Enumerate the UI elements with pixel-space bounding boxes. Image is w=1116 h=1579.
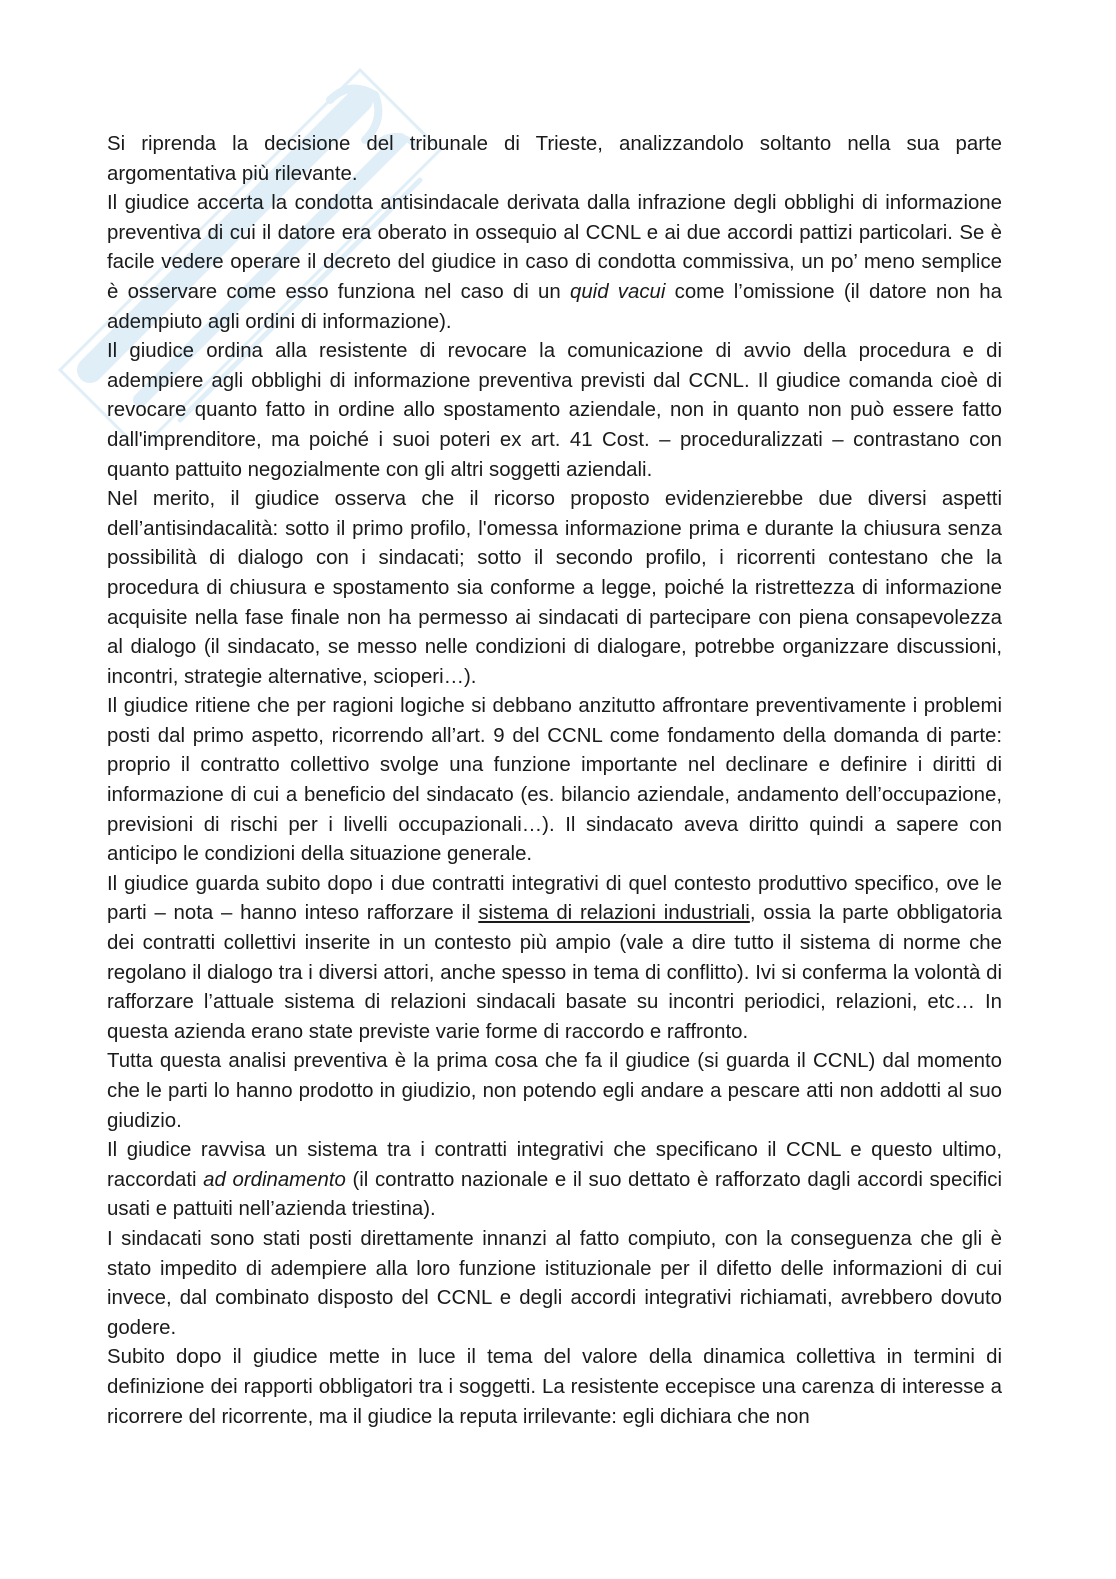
paragraph bbox=[107, 189, 1002, 337]
paragraph bbox=[107, 1343, 1002, 1432]
paragraph-text: Il giudice ravvisa un sistema tra i contratti integrativi che specificano il CCNL e questo ultimo, raccordati bbox=[107, 1139, 1002, 1191]
paragraph-text: Tutta questa analisi preventiva è la prima cosa che fa il giudice (si guarda il CCNL) dal momento che le parti lo hanno prodotto in giudizio, non potendo egli andare a pescare atti non addotti al suo giudizio. bbox=[107, 1050, 1002, 1132]
italic-term: quid vacui bbox=[569, 280, 666, 303]
paragraph bbox=[107, 870, 1002, 1048]
paragraph-text: Il giudice guarda subito dopo i due contratti integrativi di quel contesto produttivo specifico, ove le parti – nota – hanno inteso rafforzare il bbox=[107, 872, 1002, 925]
paragraph bbox=[107, 1225, 1002, 1343]
paragraph-text: Il giudice accerta la condotta antisindacale derivata dalla infrazione degli obblighi di informazione preventiva di cui il datore era oberato in ossequio al CCNL e ai due accordi pattizi particolari. Se è facile vedere operare il decreto del giudice in caso di condotta commissiva, un po’ meno semplice è osservare come esso funziona nel caso di un bbox=[107, 192, 1002, 303]
document-body bbox=[107, 130, 1002, 1432]
paragraph-text: Subito dopo il giudice mette in luce il tema del valore della dinamica collettiva in termini di definizione dei rapporti obbligatori tra i soggetti. La resistente eccepisce una carenza di interesse a ricorrere del ricorrente, ma il giudice la reputa irrilevante: egli dichiara che non bbox=[107, 1346, 1002, 1428]
paragraph bbox=[107, 1047, 1002, 1136]
paragraph-text: I sindacati sono stati posti direttamente innanzi al fatto compiuto, con la conseguenza che gli è stato impedito di adempiere alla loro funzione istituzionale per il difetto delle informazioni di cui invece, dal combinato disposto del CCNL e degli accordi integrativi richiamati, avrebbero dovuto godere. bbox=[107, 1227, 1002, 1339]
paragraph-text: Il giudice ordina alla resistente di revocare la comunicazione di avvio della procedura e di adempiere agli obblighi di informazione preventiva previsti dal CCNL. Il giudice comanda cioè di revocare quanto fatto in ordine allo spostamento aziendale, non in quanto non può essere fatto dall'imprenditore, ma poiché i suoi poteri ex art. 41 Cost. – proceduralizzati – contrastano con quanto pattuito negozialmente con gli altri soggetti aziendali. bbox=[107, 340, 1002, 481]
paragraph-text: Si riprenda la decisione del tribunale di Trieste, analizzandolo soltanto nella sua parte argomentativa più rilevante. bbox=[107, 133, 1002, 185]
paragraph bbox=[107, 485, 1002, 692]
paragraph-text: come l’omissione (il datore non ha adempiuto agli ordini di informazione). bbox=[107, 280, 1002, 333]
paragraph bbox=[107, 1136, 1002, 1225]
paragraph-text: , ossia la parte obbligatoria dei contratti collettivi inserite in un contesto più ampio (vale a dire tutto il sistema di norme che regolano il dialogo tra i diversi attori, anche spesso in tema di conflitto). Ivi si conferma la volontà di rafforzare l’attuale sistema di relazioni sindacali basate su incontri periodici, relazioni, etc… In questa azienda erano state previste varie forme di raccordo e raffronto. bbox=[107, 902, 1002, 1043]
underlined-term: sistema di relazioni industriali bbox=[478, 902, 750, 925]
paragraph-text: (il contratto nazionale e il suo dettato è rafforzato dagli accordi specifici usati e pattuiti nell’azienda triestina). bbox=[107, 1168, 1003, 1221]
paragraph-text: Il giudice ritiene che per ragioni logiche si debbano anzitutto affrontare preventivamente i problemi posti dal primo aspetto, ricorrendo all’art. 9 del CCNL come fondamento della domanda di parte: proprio il contratto collettivo svolge una funzione importante nel declinare e definire i diritti di informazione di cui a beneficio del sindacato (es. bilancio aziendale, andamento dell’occupazione, previsioni di rischi per i livelli occupazionali…). Il sindacato aveva diritto quindi a sapere con anticipo le condizioni della situazione generale. bbox=[107, 695, 1002, 866]
paragraph bbox=[107, 337, 1002, 485]
paragraph bbox=[107, 692, 1002, 870]
italic-term: ad ordinamento bbox=[203, 1168, 346, 1191]
paragraph bbox=[107, 130, 1002, 189]
paragraph-text: Nel merito, il giudice osserva che il ricorso proposto evidenzierebbe due diversi aspetti dell’antisindacalità: sotto il primo profilo, l'omessa informazione prima e durante la chiusura senza possibilità di dialogo con i sindacati; sotto il secondo profilo, i ricorrenti contestano che la procedura di chiusura e spostamento sia conforme a legge, poiché la ristrettezza di informazione acquisite nella fase finale non ha permesso ai sindacati di partecipare con piena consapevolezza al dialogo (il sindacato, se messo nelle condizioni di dialogare, potrebbe organizzare discussioni, incontri, strategie alternative, scioperi…). bbox=[107, 488, 1002, 688]
